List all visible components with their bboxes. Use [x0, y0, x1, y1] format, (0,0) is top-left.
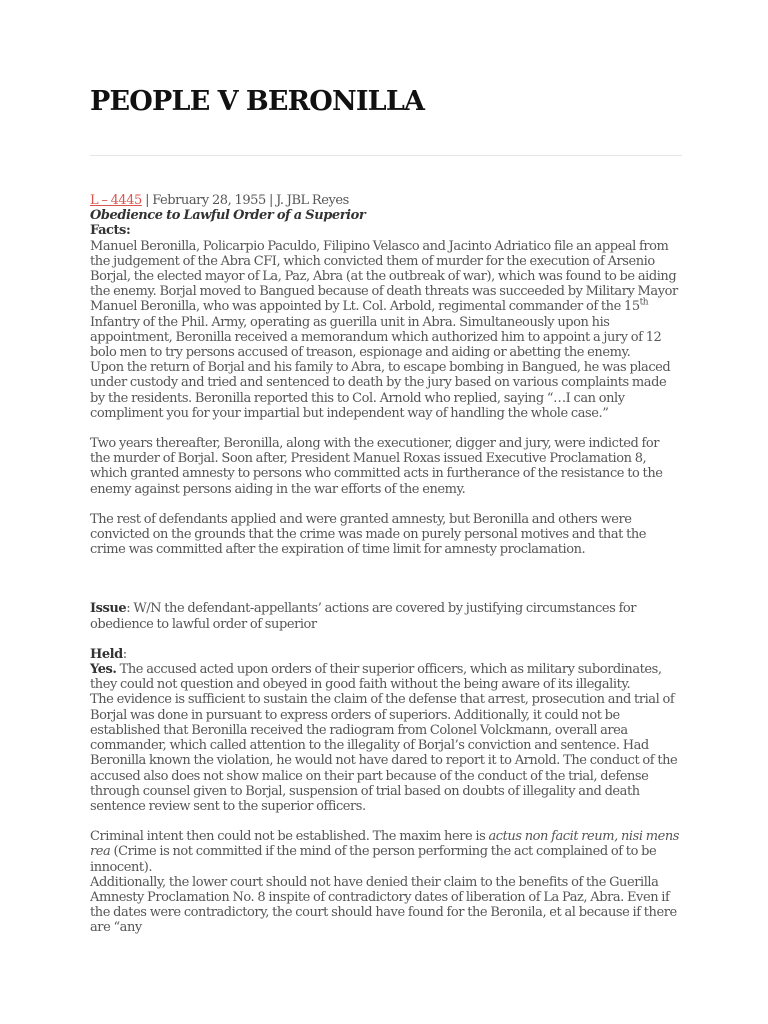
case-subtitle: Obedience to Lawful Order of a Superior — [90, 208, 366, 224]
held-heading: Held: — [90, 646, 127, 662]
held-answer: Yes. — [90, 662, 117, 678]
spacer — [90, 497, 682, 512]
spacer — [90, 814, 682, 829]
ponente: J. JBL Reyes — [276, 193, 349, 208]
facts-label: Facts — [90, 223, 126, 239]
held-paragraph: Additionally, the lower court should not have denied their claim to the benefits of the Guerilla Amnesty Proclamation No. 8 inspite of contradictory dates of liberation of La Paz, Abra. Even if the dates were contradictory, the court should have found for the Beronila, et al because if there are “any — [90, 874, 677, 936]
facts-paragraph: Upon the return of Borjal and his family to Abra, to escape bombing in Bangued, he was placed under custody and tried and sentenced to death by the jury based on various complaints made by the residents. Beronilla reported this to Col. Arnold who replied, saying “…I can only compliment you for your impartial but independent way of handling the whole case.” — [90, 360, 671, 421]
title-divider — [90, 155, 682, 156]
case-meta-line — [90, 193, 682, 208]
held-paragraph: Criminal intent then could not be established. The maxim here is actus non facit reum, nisi mens rea (Crime is not committed if the mind of the person performing the act complained of to be innocent). — [90, 829, 679, 875]
latin-maxim: actus non facit reum, nisi mens rea — [90, 829, 679, 860]
issue-paragraph — [90, 601, 682, 631]
issue-label: Issue — [90, 601, 127, 617]
held-paragraph: The evidence is sufficient to sustain the claim of the defense that arrest, prosecution and trial of Borjal was done in pursuant to express orders of superiors. Additionally, it could not be established that Beronilla received the radiogram from Colonel Volckmann, overall area commander, which called attention to the illegality of Borjal’s conviction and sentence. Had Beronilla known the violation, he would not have dared to report it to Arnold. The conduct of the accused also does not show malice on their part because of the conduct of the trial, defense through counsel given to Borjal, suspension of trial based on doubts of illegality and death sentence review sent to the superior officers. — [90, 692, 678, 814]
page-title: PEOPLE V BERONILLA — [90, 86, 425, 117]
case-date: February 28, 1955 — [152, 193, 266, 208]
ordinal-suffix: th — [639, 298, 649, 309]
spacer — [90, 421, 682, 436]
case-number-link[interactable]: L – 4445 — [90, 193, 142, 208]
facts-paragraph: Two years thereafter, Beronilla, along with the executioner, digger and jury, were indicted for the murder of Borjal. Soon after, President Manuel Roxas issued Executive Proclamation 8, which granted amnesty to persons who committed acts in furtherance of the resistance to the enemy against persons aiding in the war efforts of the enemy. — [90, 436, 663, 497]
spacer — [90, 557, 682, 601]
held-label: Held — [90, 646, 123, 662]
spacer — [90, 632, 682, 647]
facts-heading: Facts: — [90, 223, 131, 239]
issue-text: : W/N the defendant-appellants’ actions are covered by justifying circumstances for obedience to lawful order of superior — [90, 601, 637, 632]
meta-separator: | — [141, 193, 153, 208]
held-paragraph: Yes. The accused acted upon orders of their superior officers, which as military subordinates, they could not question and obeyed in good faith without the being aware of its illegality. — [90, 662, 662, 693]
facts-paragraph: The rest of defendants applied and were granted amnesty, but Beronilla and others were convicted on the grounds that the crime was made on purely personal motives and that the crime was committed after the expiration of time limit for amnesty proclamation. — [90, 511, 647, 558]
facts-paragraph: Manuel Beronilla, Policarpio Paculdo, Filipino Velasco and Jacinto Adriatico file an appeal from the judgement of the Abra CFI, which convicted them of murder for the execution of Arsenio Borjal, the elected mayor of La, Paz, Abra (at the outbreak of war), which was found to be aiding the enemy. Borjal moved to Bangued because of death threats was succeeded by Military Mayor Manuel Beronilla, who was appointed by Lt. Col. Arbold, regimental commander of the 15th Infantry of the Phil. Army, operating as guerilla unit in Abra. Simultaneously upon his appointment, Beronilla received a memorandum which authorized him to appoint a jury of 12 bolo men to try persons accused of treason, espionage and aiding or abetting the enemy. — [90, 238, 678, 361]
document-body — [90, 193, 682, 936]
meta-separator: | — [265, 193, 277, 208]
